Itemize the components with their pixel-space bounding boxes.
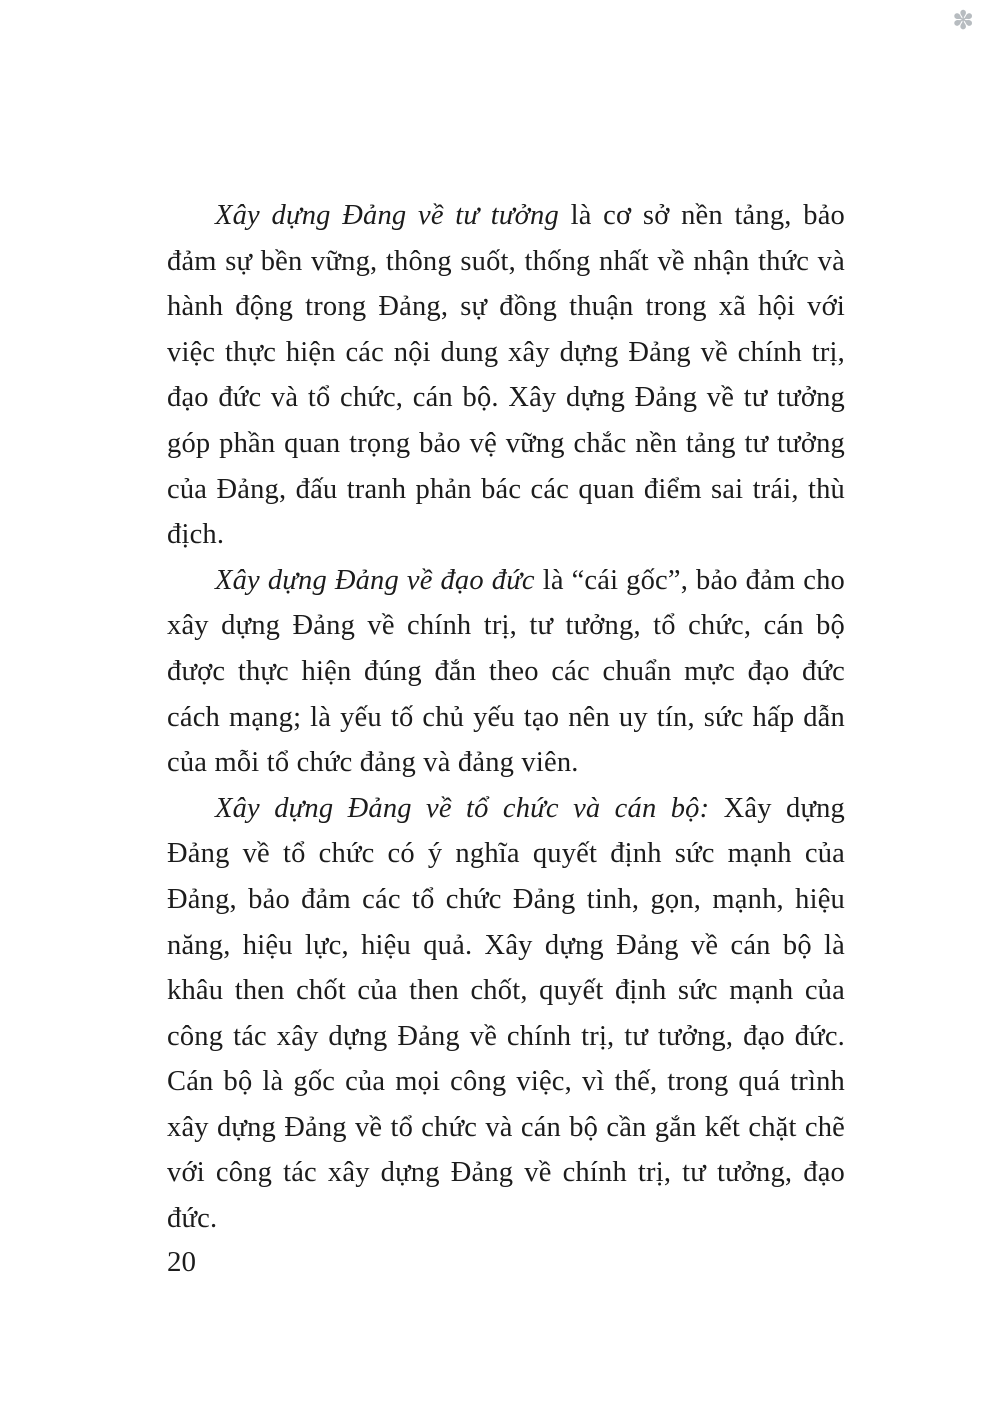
flower-ornament-icon: ✽ xyxy=(952,6,974,35)
paragraph-body: là cơ sở nền tảng, bảo đảm sự bền vững, thông suốt, thống nhất về nhận thức và hành động trong Đảng, sự đồng thuận trong xã hội với việc thực hiện các nội dung xây dựng Đảng về chính trị, đạo đức và tổ chức, cán bộ. Xây dựng Đảng về tư tưởng góp phần quan trọng bảo vệ vững chắc nền tảng tư tưởng của Đảng, đấu tranh phản bác các quan điểm sai trái, thù địch. xyxy=(167,200,846,551)
page-number: 20 xyxy=(167,1246,196,1278)
body-text-block xyxy=(167,193,845,1242)
paragraph-lead: Xây dựng Đảng về đạo đức xyxy=(215,564,543,596)
paragraph-to-chuc-can-bo xyxy=(167,786,845,1242)
paragraph-body: là “cái gốc”, bảo đảm cho xây dựng Đảng về chính trị, tư tưởng, tổ chức, cán bộ được thực hiện đúng đắn theo các chuẩn mực đạo đức cách mạng; là yếu tố chủ yếu tạo nên uy tín, sức hấp dẫn của mỗi tổ chức đảng và đảng viên. xyxy=(167,564,845,779)
paragraph-tu-tuong xyxy=(167,193,845,558)
paragraph-dao-duc xyxy=(167,558,845,786)
paragraph-body: Xây dựng Đảng về tổ chức có ý nghĩa quyết định sức mạnh của Đảng, bảo đảm các tổ chức Đảng tinh, gọn, mạnh, hiệu năng, hiệu lực, hiệu quả. Xây dựng Đảng về cán bộ là khâu then chốt của then chốt, quyết định sức mạnh của công tác xây dựng Đảng về chính trị, tư tưởng, đạo đức. Cán bộ là gốc của mọi công việc, vì thế, trong quá trình xây dựng Đảng về tổ chức và cán bộ cần gắn kết chặt chẽ với công tác xây dựng Đảng về chính trị, tư tưởng, đạo đức. xyxy=(167,792,845,1235)
paragraph-lead: Xây dựng Đảng về tư tưởng xyxy=(215,200,571,231)
paragraph-lead: Xây dựng Đảng về tổ chức và cán bộ: xyxy=(215,792,724,824)
